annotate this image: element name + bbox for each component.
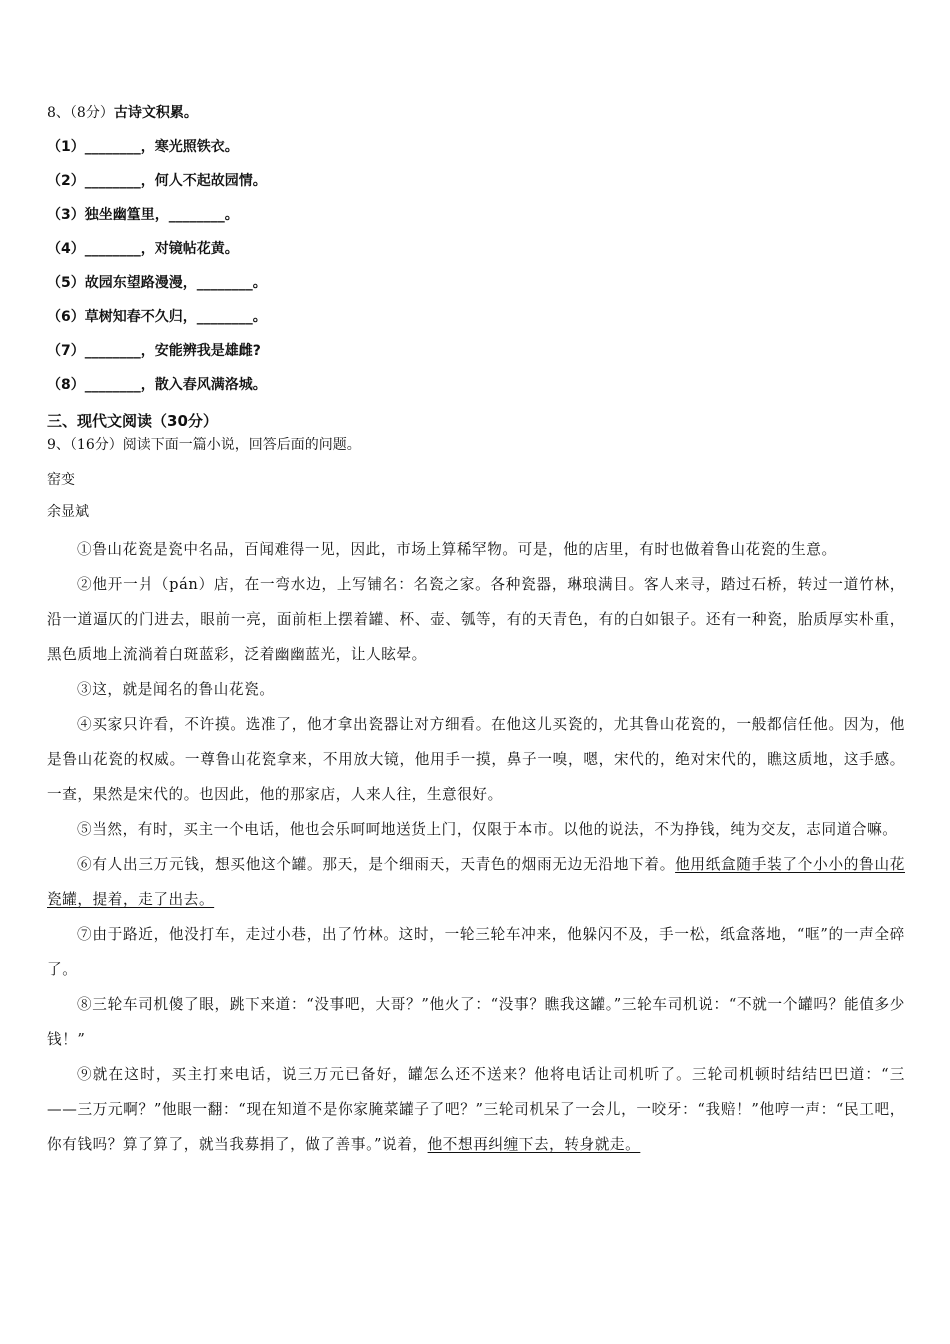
question-9-prompt: 9、（16分）阅读下面一篇小说，回答后面的问题。: [47, 437, 361, 453]
section-3-heading: 三、现代文阅读（30分）: [47, 412, 218, 430]
story-body: [47, 532, 905, 1162]
paragraph-4: ④买家只许看，不许摸。选准了，他才拿出瓷器让对方细看。在他这儿买瓷的，尤其鲁山花瓷的，一般都信任他。因为，他是鲁山花瓷的权威。一尊鲁山花瓷拿来，不用放大镜，他用手一摸，鼻子一嗅，嗯，宋代的，绝对宋代的，瞧这质地，这手感。一查，果然是宋代的。也因此，他的那家店，人来人往，生意很好。: [47, 716, 905, 803]
paragraph-1: ①鲁山花瓷是瓷中名品，百闻难得一见，因此，市场上算稀罕物。可是，他的店里，有时也做着鲁山花瓷的生意。: [77, 541, 837, 558]
fill-blank-item: （1）________，寒光照铁衣。: [47, 139, 239, 155]
question-8-header: [47, 103, 198, 123]
fill-blank-item: （7）________，安能辨我是雄雌?: [47, 343, 261, 359]
paragraph-9: [47, 1057, 905, 1162]
story-author: 余显斌: [47, 504, 89, 520]
paragraph-3: ③这，就是闻名的鲁山花瓷。: [77, 681, 275, 698]
underlined-sentence: 他用纸盒随手装了个小小的鲁山花瓷罐，提着，走了出去。: [47, 856, 905, 908]
paragraph-9-text: ⑨就在这时，买主打来电话，说三万元已备好，罐怎么还不送来？他将电话让司机听了。三轮司机顿时结结巴巴道：“三——三万元啊？”他眼一翻：“现在知道不是你家腌菜罐子了吧？”三轮司机呆了一会儿，一咬牙：“我赔！”他哼一声：“民工吧，你有钱吗？算了算了，就当我募捐了，做了善事。”说着，: [47, 1066, 905, 1153]
paragraph-6: [47, 847, 905, 917]
paragraph-8: ⑧三轮车司机傻了眼，跳下来道：“没事吧，大哥？”他火了：“没事？瞧我这罐。”三轮车司机说：“不就一个罐吗？能值多少钱！”: [47, 996, 905, 1048]
question-8-label: 8、（8分）: [47, 105, 114, 121]
question-8-title: 古诗文积累。: [113, 105, 198, 121]
fill-blank-item: （6）草树知春不久归，________。: [47, 309, 267, 325]
fill-blank-item: （8）________，散入春风满洛城。: [47, 377, 267, 393]
paragraph-5: ⑤当然，有时，买主一个电话，他也会乐呵呵地送货上门，仅限于本市。以他的说法，不为挣钱，纯为交友，志同道合嘛。: [77, 821, 898, 838]
paragraph-7: ⑦由于路近，他没打车，走过小巷，出了竹林。这时，一轮三轮车冲来，他躲闪不及，手一松，纸盒落地，“哐”的一声全碎了。: [47, 926, 905, 978]
story-title: 窑变: [47, 472, 75, 488]
fill-blank-item: （4）________，对镜帖花黄。: [47, 241, 239, 257]
paragraph-6-text: ⑥有人出三万元钱，想买他这个罐。那天，是个细雨天，天青色的烟雨无边无沿地下着。: [77, 856, 676, 873]
fill-blank-item: （2）________，何人不起故园情。: [47, 173, 267, 189]
underlined-sentence: 他不想再纠缠下去，转身就走。: [427, 1136, 641, 1153]
question-8-items: [47, 137, 267, 409]
fill-blank-item: （3）独坐幽篁里，________。: [47, 207, 239, 223]
paragraph-2: ②他开一爿（pán）店，在一弯水边，上写铺名：名瓷之家。各种瓷器，琳琅满目。客人来寻，踏过石桥，转过一道竹林，沿一道逼仄的门进去，眼前一亮，面前柜上摆着罐、杯、壶、瓠等，有的天青色，有的白如银子。还有一种瓷，胎质厚实朴重，黑色质地上流淌着白斑蓝彩，泛着幽幽蓝光，让人眩晕。: [47, 576, 905, 663]
fill-blank-item: （5）故园东望路漫漫，________。: [47, 275, 267, 291]
